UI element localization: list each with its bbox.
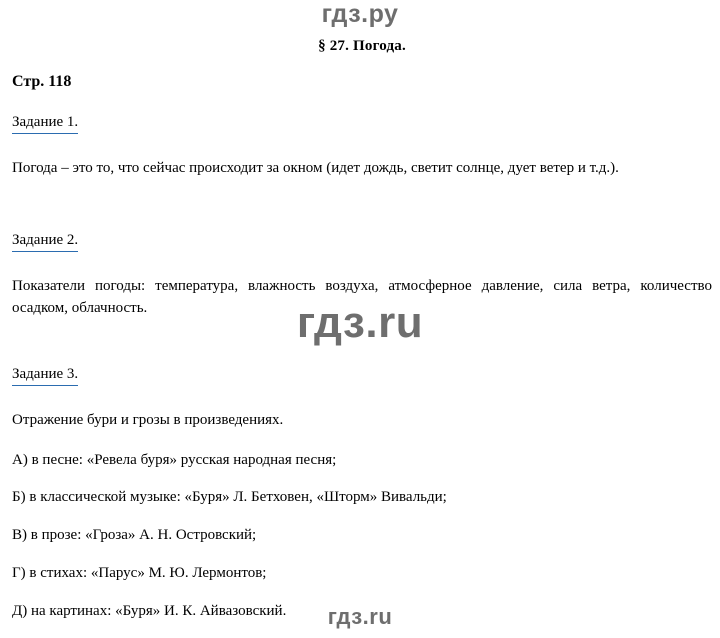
task-1-header: [12, 113, 712, 148]
task-3-header: [12, 365, 712, 400]
site-logo-watermark-middle: гдз.ru: [296, 298, 424, 347]
task-3-item-a: А) в песне: «Ревела буря» русская народная песня;: [12, 451, 337, 468]
spacer-2: [12, 325, 712, 365]
task-3-intro: Отражение бури и грозы в произведениях.: [12, 411, 284, 428]
task-3-item-b: Б) в классической музыке: «Буря» Л. Бетховен, «Шторм» Вивальди;: [12, 489, 447, 506]
task-2-header: [12, 231, 712, 266]
task-1-answer: Погода – это то, что сейчас происходит за окном (идет дождь, светит солнце, дует ветер и т.д.).: [12, 159, 619, 176]
site-logo-watermark-top: гдз.ру: [321, 0, 399, 28]
task-2-label: Задание 2.: [12, 231, 78, 252]
task-2-answer: Показатели погоды: температура, влажность воздуха, атмосферное давление, сила ветра, количество осадком, облачность.: [12, 277, 712, 316]
task-3-item-g: Г) в стихах: «Парус» М. Ю. Лермонтов;: [12, 564, 267, 581]
page-number-label: Стр. 118: [12, 73, 72, 90]
task-3-item-v: В) в прозе: «Гроза» А. Н. Островский;: [12, 527, 257, 543]
task-3-label: Задание 3.: [12, 365, 78, 386]
document-content: [12, 38, 712, 638]
task-1-label: Задание 1.: [12, 113, 78, 134]
site-logo-watermark-bottom: гдз.ru: [327, 604, 393, 629]
section-heading: § 27. Погода.: [318, 38, 406, 54]
task-3-item-d: Д) на картинах: «Буря» И. К. Айвазовский.: [12, 602, 287, 619]
spacer-1: [12, 185, 712, 231]
